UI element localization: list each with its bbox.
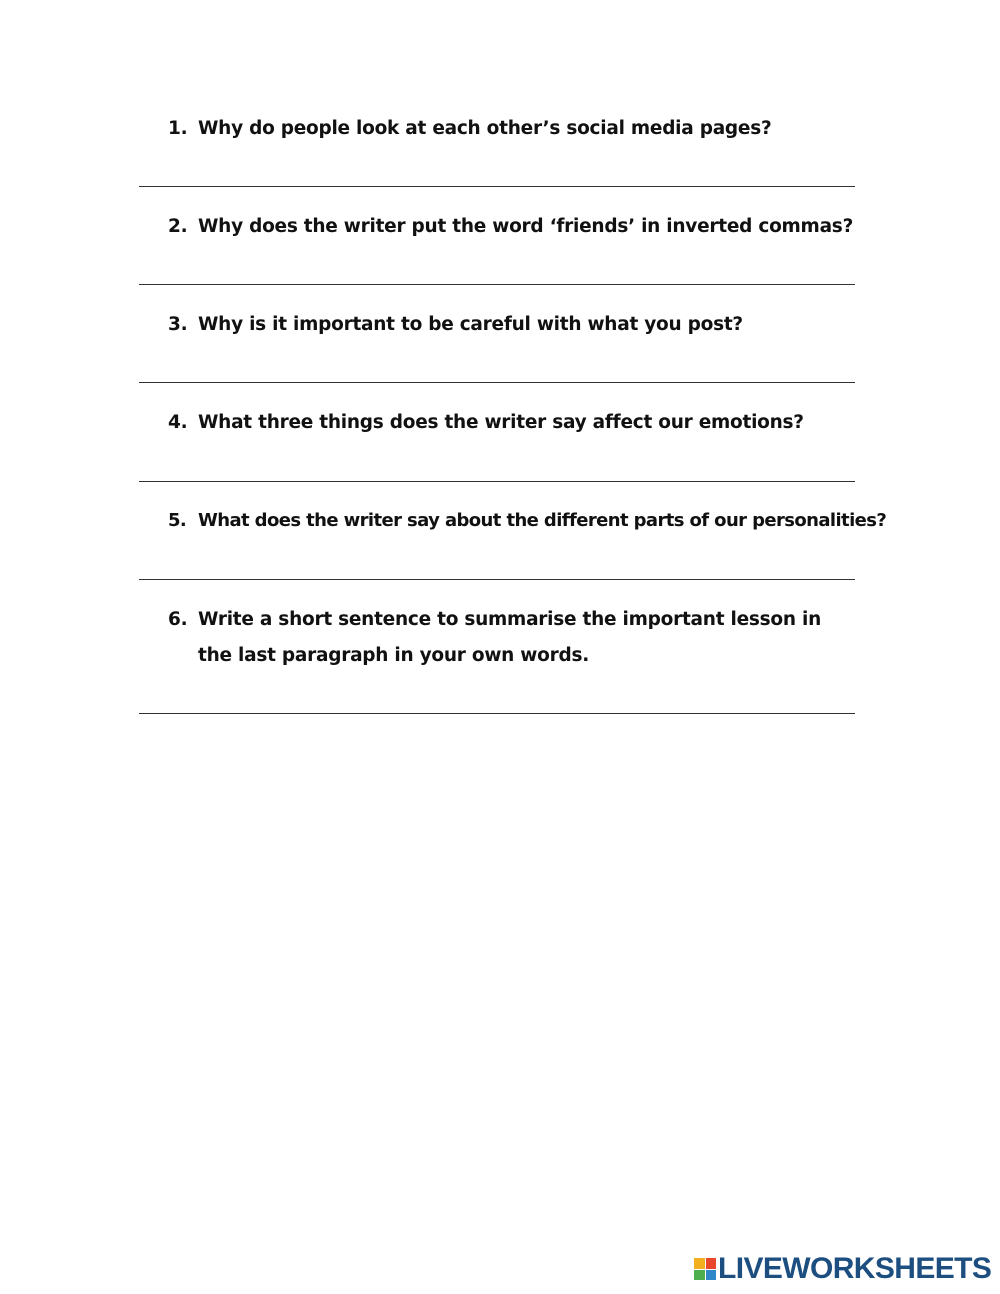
answer-line-5[interactable] — [139, 579, 855, 580]
question-3 — [168, 307, 868, 343]
question-6 — [168, 602, 838, 674]
question-number: 1. — [168, 118, 188, 139]
question-text: What three things does the writer say affect our emotions? — [198, 412, 804, 433]
question-text: Why is it important to be careful with what you post? — [198, 314, 743, 335]
question-text: Why do people look at each other’s social media pages? — [198, 118, 772, 139]
question-2 — [168, 209, 868, 245]
answer-line-2[interactable] — [139, 284, 855, 285]
answer-line-4[interactable] — [139, 481, 855, 482]
question-text: What does the writer say about the different parts of our personalities? — [198, 510, 887, 531]
answer-line-1[interactable] — [139, 186, 855, 187]
answer-line-3[interactable] — [139, 382, 855, 383]
question-number: 4. — [168, 412, 188, 433]
question-4 — [168, 405, 868, 441]
question-text: Write a short sentence to summarise the important lesson in the last paragraph in your own words. — [198, 609, 821, 666]
question-number: 2. — [168, 216, 188, 237]
question-number: 6. — [168, 609, 188, 630]
question-1 — [168, 111, 868, 147]
liveworksheets-logo — [694, 1254, 991, 1284]
question-5 — [168, 503, 887, 539]
question-text: Why does the writer put the word ‘friends’ in inverted commas? — [198, 216, 854, 237]
question-number: 5. — [168, 510, 187, 531]
question-number: 3. — [168, 314, 188, 335]
liveworksheets-logo-icon — [694, 1258, 716, 1280]
brand-name: LIVEWORKSHEETS — [718, 1252, 992, 1285]
answer-line-6[interactable] — [139, 713, 855, 714]
